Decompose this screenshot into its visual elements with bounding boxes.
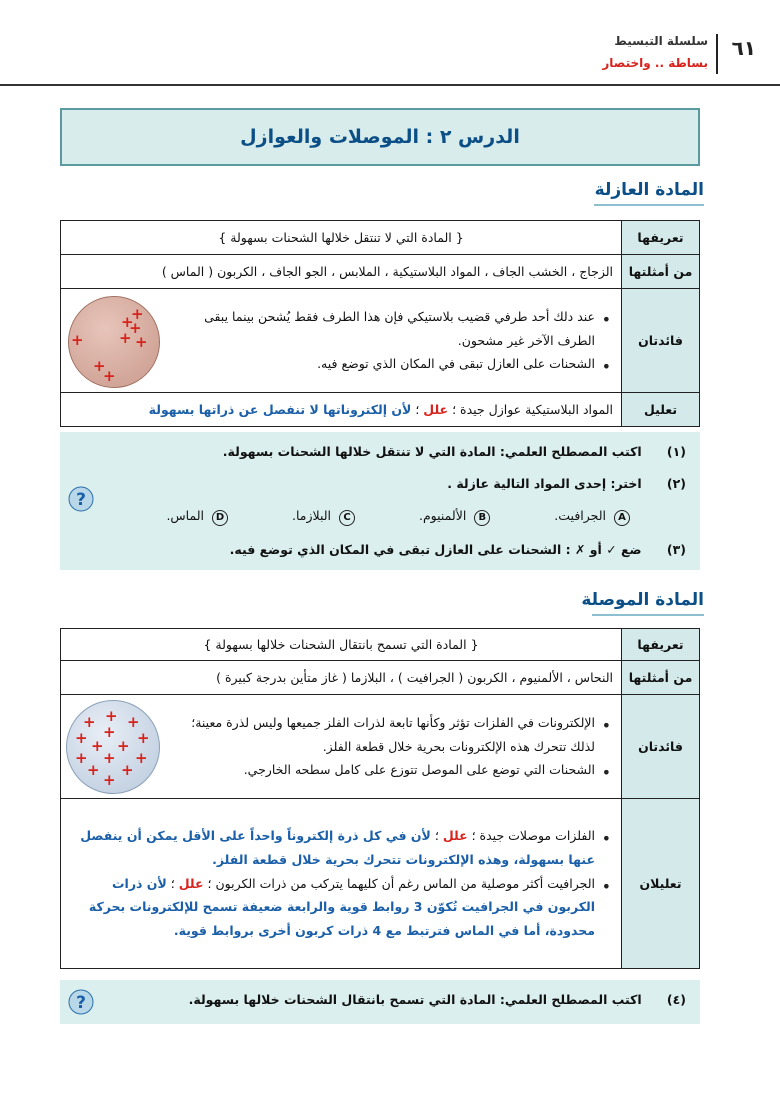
- option-text: الألمنيوم.: [418, 508, 467, 523]
- conductor-examples-row: [61, 661, 700, 695]
- plus-sign-icon: +: [117, 737, 130, 755]
- question-mark-icon: [68, 987, 94, 1017]
- plus-sign-icon: +: [93, 357, 106, 375]
- svg-text:?: ?: [76, 490, 86, 510]
- option-letter: D: [212, 510, 228, 526]
- conductor-reason-2: • الجرافيت أكثر موصلية من الماس رغم أن كليهما يتركب من ذرات الكربون ؛ علل ؛ لأن ذرات الكربون في الجرافيت تُكوّن 3 روابط قوية والرابعة ضعيفة تسمح للإلكترونات بحركة محدودة، أما في الماس فترتبط مع 4 ذرات كربون أخرى بروابط قوية.: [69, 872, 613, 943]
- plus-sign-icon: +: [121, 761, 134, 779]
- insulator-title-underline: [594, 204, 704, 206]
- header-divider: [716, 34, 718, 74]
- question-number: (٢): [666, 476, 686, 491]
- plus-sign-icon: +: [135, 333, 148, 351]
- plus-sign-icon: +: [135, 749, 148, 767]
- lesson-title-box: [60, 108, 700, 166]
- answer-options: [106, 508, 630, 526]
- conductor-reasons-row: [61, 799, 700, 969]
- plus-sign-icon: +: [83, 713, 96, 731]
- option-letter: C: [339, 510, 355, 526]
- insulator-definition: { المادة التي لا تنتقل خلالها الشحنات بسهولة }: [61, 221, 622, 255]
- insulator-reason-cell: المواد البلاستيكية عوازل جيدة ؛ علل ؛ لأن إلكتروناتها لا تنفصل عن ذراتها بسهولة: [61, 393, 622, 427]
- row-label: تعليل: [622, 393, 700, 427]
- reason-statement: المواد البلاستيكية عوازل جيدة ؛: [452, 402, 613, 417]
- page-header: [0, 30, 780, 86]
- plus-sign-icon: +: [87, 761, 100, 779]
- question-text: اختر: إحدى المواد التالية عازلة .: [447, 476, 642, 491]
- option-c[interactable]: [292, 508, 355, 526]
- row-label: فائدتان: [622, 289, 700, 393]
- question-2: [447, 476, 686, 491]
- conductor-definition-row: [61, 629, 700, 661]
- option-text: الماس.: [166, 508, 204, 523]
- conductor-charge-illustration: [66, 700, 160, 794]
- plus-sign-icon: +: [75, 749, 88, 767]
- option-letter: A: [614, 510, 630, 526]
- option-text: الجرافيت.: [554, 508, 607, 523]
- insulator-reason-row: [61, 393, 700, 427]
- insulator-section-title: المادة العازلة: [594, 180, 704, 200]
- insulator-definition-row: [61, 221, 700, 255]
- reason-answer: لأن ذرات الكربون في الجرافيت تُكوّن 3 روابط قوية والرابعة ضعيفة تسمح للإلكترونات بحركة محدودة، أما في الماس فترتبط مع 4 ذرات كربون أخرى بروابط قوية.: [88, 875, 595, 939]
- series-name: سلسلة التبسيط: [614, 34, 708, 48]
- reason-keyword: علل: [178, 875, 204, 891]
- reason-statement: الفلزات موصلات جيدة ؛: [471, 828, 595, 844]
- row-label: تعريفها: [622, 221, 700, 255]
- question-mark-icon: [68, 484, 94, 514]
- plus-sign-icon: +: [91, 737, 104, 755]
- row-label: تعليلان: [622, 799, 700, 969]
- conductor-questions-box: [60, 980, 700, 1024]
- row-label: من أمثلتها: [622, 255, 700, 289]
- series-tagline: بساطة .. واختصار: [602, 56, 708, 70]
- question-text: ضع ✓ أو ✗ : الشحنات على العازل تبقى في المكان الذي توضع فيه.: [229, 542, 642, 557]
- question-3: [230, 542, 686, 557]
- conductor-benefit-1: • الإلكترونات في الفلزات تؤثر وكأنها تابعة لذرات الفلز جميعها وليس لذرة معينة؛ لذلك تتحرك هذه الإلكترونات بحرية خلال قطعة الفلز.: [179, 711, 613, 759]
- plus-sign-icon: +: [103, 749, 116, 767]
- plus-sign-icon: +: [103, 771, 116, 789]
- plus-sign-icon: +: [137, 729, 150, 747]
- conductor-title-underline: [592, 614, 704, 616]
- conductor-section-title: المادة الموصلة: [581, 590, 704, 610]
- question-4: [189, 992, 686, 1007]
- question-text: اكتب المصطلح العلمي: المادة التي تسمح بانتقال الشحنات خلالها بسهولة.: [188, 992, 642, 1007]
- question-number: (٤): [666, 992, 686, 1007]
- page-number: ٦١: [731, 36, 756, 60]
- insulator-benefit-1: • عند دلك أحد طرفي قضيب بلاستيكي فإن هذا الطرف فقط يُشحن بينما يبقى الطرف الآخر غير مشحون.: [169, 305, 613, 353]
- lesson-title: الدرس ٢ : الموصلات والعوازل: [240, 126, 520, 148]
- conductor-table: [60, 628, 700, 969]
- question-number: (١): [666, 444, 686, 459]
- row-label: تعريفها: [622, 629, 700, 661]
- question-text: اكتب المصطلح العلمي: المادة التي لا تنتقل خلالها الشحنات بسهولة.: [222, 444, 642, 459]
- plus-sign-icon: +: [75, 729, 88, 747]
- option-b[interactable]: [419, 508, 490, 526]
- plus-sign-icon: +: [103, 723, 116, 741]
- option-letter: B: [474, 510, 490, 526]
- plus-sign-icon: +: [129, 319, 142, 337]
- row-label: من أمثلتها: [622, 661, 700, 695]
- conductor-benefit-2: • الشحنات التي توضع على الموصل تتوزع على كامل سطحه الخارجي.: [179, 758, 613, 782]
- insulator-benefit-2: • الشحنات على العازل تبقى في المكان الذي توضع فيه.: [169, 352, 613, 376]
- insulator-examples: الزجاج ، الخشب الجاف ، المواد البلاستيكية ، الملابس ، الجو الجاف ، الكربون ( الماس ): [61, 255, 622, 289]
- insulator-questions-box: [60, 432, 700, 570]
- option-a[interactable]: [554, 508, 630, 526]
- reason-keyword: علل: [423, 402, 449, 417]
- header-rule: [0, 84, 780, 86]
- reason-answer: لأن إلكتروناتها لا تنفصل عن ذراتها بسهولة: [148, 402, 412, 417]
- reason-keyword: علل: [442, 828, 468, 844]
- option-d[interactable]: [166, 508, 228, 526]
- question-number: (٣): [666, 542, 686, 557]
- conductor-reasons-cell: [61, 799, 622, 969]
- plus-sign-icon: +: [131, 305, 144, 323]
- insulator-charge-illustration: [68, 296, 160, 388]
- conductor-examples: النحاس ، الألمنيوم ، الكربون ( الجرافيت ) ، البلازما ( غاز متأين بدرجة كبيرة ): [61, 661, 622, 695]
- conductor-definition: { المادة التي تسمح بانتقال الشحنات خلالها بسهولة }: [61, 629, 622, 661]
- plus-sign-icon: +: [121, 313, 134, 331]
- plus-sign-icon: +: [71, 331, 84, 349]
- option-text: البلازما.: [291, 508, 331, 523]
- reason-statement: الجرافيت أكثر موصلية من الماس رغم أن كليهما يتركب من ذرات الكربون ؛: [207, 875, 595, 891]
- plus-sign-icon: +: [127, 713, 140, 731]
- plus-sign-icon: +: [105, 707, 118, 725]
- svg-text:?: ?: [76, 993, 86, 1013]
- insulator-examples-row: [61, 255, 700, 289]
- row-label: فائدتان: [622, 695, 700, 799]
- conductor-reason-1: • الفلزات موصلات جيدة ؛ علل ؛ لأن في كل ذرة إلكتروناً واحداً على الأقل يمكن أن ينفصل عنها بسهولة، وهذه الإلكترونات تتحرك بحرية خلال قطعة الفلز.: [69, 824, 613, 872]
- plus-sign-icon: +: [119, 329, 132, 347]
- question-1: [223, 444, 686, 459]
- plus-sign-icon: +: [103, 367, 116, 385]
- reason-answer: لأن في كل ذرة إلكتروناً واحداً على الأقل يمكن أن ينفصل عنها بسهولة، وهذه الإلكترونات تتحرك بحرية خلال قطعة الفلز.: [80, 828, 595, 867]
